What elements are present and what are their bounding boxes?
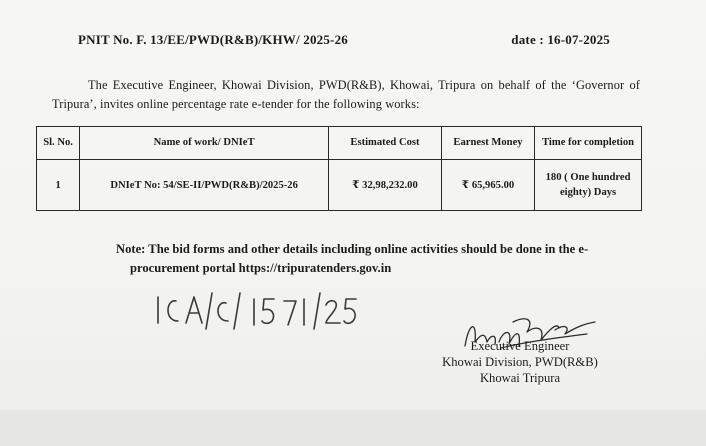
note-paragraph xyxy=(116,240,636,278)
cell-estimated-cost: ₹ 32,98,232.00 xyxy=(329,160,442,211)
cell-sl-no: 1 xyxy=(37,160,80,211)
note-line-2: procurement portal https://tripuratenders.gov.in xyxy=(130,261,392,275)
signatory-division: Khowai Division, PWD(R&B) xyxy=(442,355,598,369)
header-time-for-completion: Time for completion xyxy=(535,127,642,160)
note-line-1: Note: The bid forms and other details including online activities should be done in the e- xyxy=(116,242,589,256)
header-estimated-cost: Estimated Cost xyxy=(329,127,442,160)
notice-date: date : 16-07-2025 xyxy=(511,32,610,47)
works-table xyxy=(36,126,642,211)
signatory-designation: Executive Engineer xyxy=(470,339,570,353)
handwritten-reference xyxy=(150,285,360,337)
header-name-of-work: Name of work/ DNIeT xyxy=(80,127,329,160)
header-earnest-money: Earnest Money xyxy=(441,127,534,160)
bottom-margin xyxy=(0,410,706,446)
cell-earnest-money: ₹ 65,965.00 xyxy=(441,160,534,211)
table-row xyxy=(37,160,642,211)
table-header-row xyxy=(37,127,642,160)
cell-name-of-work: DNIeT No: 54/SE-II/PWD(R&B)/2025-26 xyxy=(80,160,329,211)
signatory-location: Khowai Tripura xyxy=(479,371,561,385)
signatory-block xyxy=(420,338,620,386)
cell-time-for-completion: 180 ( One hundred eighty) Days xyxy=(535,160,642,211)
header-sl-no: Sl. No. xyxy=(37,127,80,160)
intro-paragraph: The Executive Engineer, Khowai Division, PWD(R&B), Khowai, Tripura on behalf of the ‘Governor of Tripura’, invites online percentage rate e-tender for the following works: xyxy=(52,78,640,111)
pnit-reference: PNIT No. F. 13/EE/PWD(R&B)/KHW/ 2025-26 xyxy=(78,32,348,47)
